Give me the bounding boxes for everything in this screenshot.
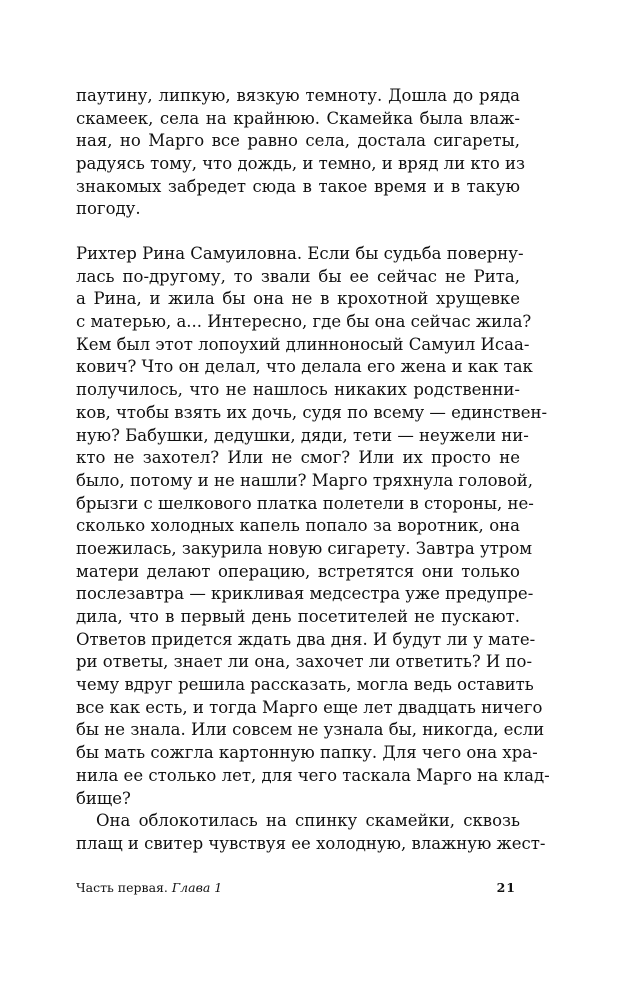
text-line: плащ и свитер чувствуя ее холодную, влажную жест- bbox=[76, 833, 546, 853]
text-line: послезавтра — крикливая медсестра уже предупре- bbox=[76, 584, 534, 604]
page-number: 21 bbox=[496, 880, 516, 895]
text-line: кович? Что он делал, что делала его жена и как так bbox=[76, 357, 533, 377]
text-line: ков, чтобы взять их дочь, судя по всему — единствен- bbox=[76, 402, 548, 422]
text-line: радуясь тому, что дождь, и темно, и вряд ли кто из bbox=[76, 154, 525, 174]
text-line: нила ее столько лет, для чего таскала Марго на клад- bbox=[76, 765, 550, 785]
running-footer bbox=[76, 880, 520, 900]
footer-chapter: Глава 1 bbox=[171, 880, 223, 895]
text-line: бище? bbox=[76, 788, 131, 808]
text-line: чему вдруг решила рассказать, могла ведь оставить bbox=[76, 675, 534, 695]
text-line: ную? Бабушки, дедушки, дяди, тети — неужели ни- bbox=[76, 425, 529, 445]
text-line: брызги с шелкового платка полетели в стороны, не- bbox=[76, 493, 534, 513]
text-line: получилось, что не нашлось никаких родственни- bbox=[76, 380, 520, 400]
text-line: дила, что в первый день посетителей не пускают. bbox=[76, 607, 520, 626]
text-line: Кем был этот лопоухий длинноносый Самуил Исаа- bbox=[76, 334, 530, 354]
footer-part: Часть первая. bbox=[76, 880, 168, 895]
paragraph-1 bbox=[76, 85, 525, 221]
text-line: все как есть, и тогда Марго еще лет двадцать ничего bbox=[76, 697, 543, 717]
text-line: паутину, липкую, вязкую темноту. Дошла до ряда bbox=[76, 86, 520, 105]
text-line: ри ответы, знает ли она, захочет ли ответить? И по- bbox=[76, 652, 533, 672]
paragraph-2 bbox=[76, 243, 550, 856]
text-line: Ответов придется ждать два дня. И будут ли у мате- bbox=[76, 629, 536, 649]
text-line: сколько холодных капель попало за воротник, она bbox=[76, 516, 520, 536]
text-line: лась по-другому, то звали бы ее сейчас не Рита, bbox=[76, 266, 520, 286]
text-line: бы не знала. Или совсем не узнала бы, никогда, если bbox=[76, 720, 545, 740]
text-line: Она облокотилась на спинку скамейки, сквозь bbox=[96, 811, 520, 831]
text-line: с матерью, а... Интересно, где бы она сейчас жила? bbox=[76, 312, 532, 332]
text-line: поежилась, закурила новую сигарету. Завтра утром bbox=[76, 538, 533, 558]
text-line: матери делают операцию, встретятся они только bbox=[76, 561, 520, 581]
text-line: ная, но Марго все равно села, достала сигареты, bbox=[76, 131, 520, 151]
text-line: погоду. bbox=[76, 199, 141, 219]
text-line: а Рина, и жила бы она не в крохотной хрущевке bbox=[76, 289, 520, 309]
text-line: Рихтер Рина Самуиловна. Если бы судьба поверну- bbox=[76, 244, 524, 263]
text-line: кто не захотел? Или не смог? Или их просто не bbox=[76, 448, 520, 468]
text-line: было, потому и не нашли? Марго тряхнула головой, bbox=[76, 470, 533, 490]
text-line: скамеек, села на крайнюю. Скамейка была влаж- bbox=[76, 108, 520, 128]
text-line: бы мать сожгла картонную папку. Для чего она хра- bbox=[76, 743, 538, 763]
footer-section-title bbox=[76, 880, 222, 895]
text-line: знакомых забредет сюда в такое время и в такую bbox=[76, 176, 520, 196]
